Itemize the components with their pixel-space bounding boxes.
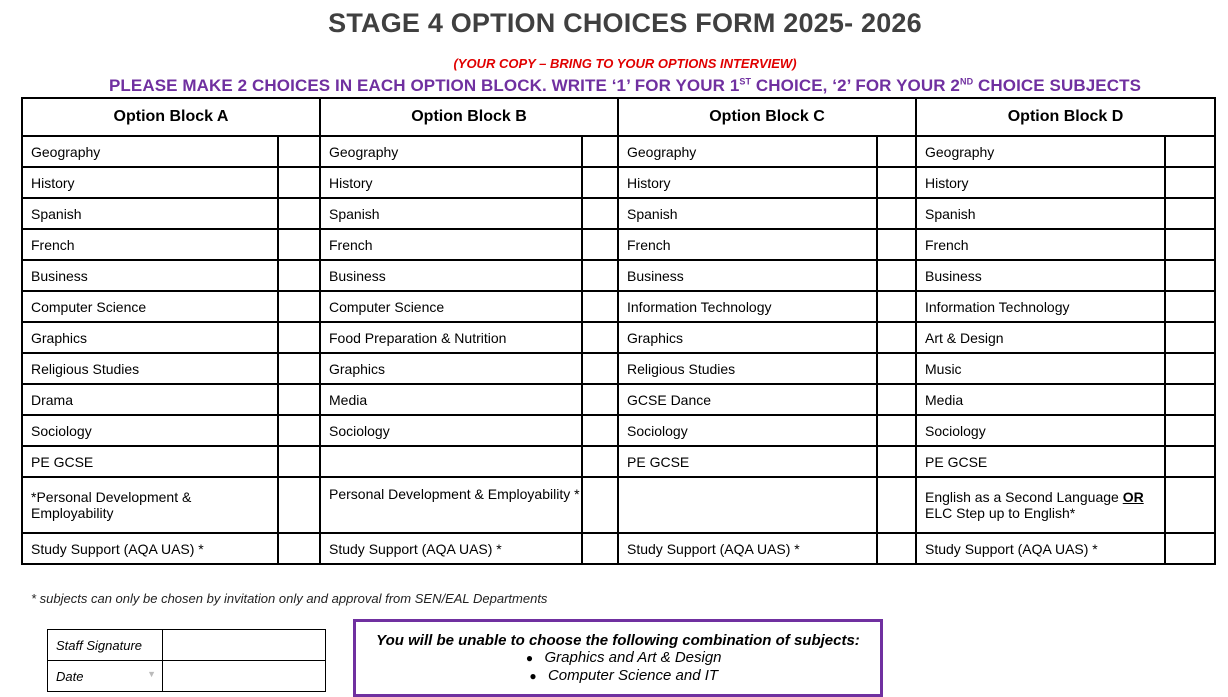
choice-box[interactable] [1165,198,1215,229]
choice-box[interactable] [278,446,320,477]
choice-box[interactable] [582,533,618,564]
date-label-cell [48,661,163,692]
subject-cell: Geography [618,136,877,167]
choice-box[interactable] [278,533,320,564]
subject-cell: Media [916,384,1165,415]
subject-cell: History [22,167,278,198]
choice-box[interactable] [1165,477,1215,533]
staff-signature-table [47,629,326,692]
subject-cell: French [916,229,1165,260]
choice-box[interactable] [877,353,916,384]
subject-cell: Media [320,384,582,415]
subject-cell: PE GCSE [916,446,1165,477]
choice-box[interactable] [877,533,916,564]
choice-box[interactable] [278,415,320,446]
choice-box[interactable] [278,229,320,260]
subject-cell: Geography [916,136,1165,167]
instruction-text: PLEASE MAKE 2 CHOICES IN EACH OPTION BLOCK. WRITE ‘1’ FOR YOUR 1ST CHOICE, ‘2’ FOR YOUR 2ND CHOICE SUBJECTS [108,76,1142,95]
choice-box[interactable] [278,198,320,229]
subject-cell: Sociology [916,415,1165,446]
choice-box[interactable] [278,477,320,533]
restricted-combinations-title: You will be unable to choose the following combination of subjects: [376,632,860,649]
option-block-header: Option Block D [916,98,1215,136]
subject-cell: French [22,229,278,260]
choice-box[interactable] [877,260,916,291]
subject-cell: Business [916,260,1165,291]
subject-cell: Drama [22,384,278,415]
subject-cell: Graphics [618,322,877,353]
table-row [22,533,1215,564]
choice-box[interactable] [582,477,618,533]
choice-box[interactable] [582,322,618,353]
subject-cell: French [320,229,582,260]
option-block-header: Option Block C [618,98,916,136]
choice-box[interactable] [278,167,320,198]
table-row [22,477,1215,533]
choice-box[interactable] [877,415,916,446]
subject-cell: Spanish [22,198,278,229]
choice-box[interactable] [582,136,618,167]
choice-box[interactable] [582,229,618,260]
choice-box[interactable] [1165,136,1215,167]
subject-cell: Music [916,353,1165,384]
table-row [22,446,1215,477]
table-row [22,198,1215,229]
choice-box[interactable] [1165,384,1215,415]
subject-cell: Information Technology [618,291,877,322]
choice-box[interactable] [582,167,618,198]
subject-cell: Spanish [618,198,877,229]
choice-box[interactable] [278,322,320,353]
subject-cell: Sociology [618,415,877,446]
form-title: STAGE 4 OPTION CHOICES FORM 2025- 2026 [328,8,922,38]
choice-box[interactable] [877,291,916,322]
subject-cell: Geography [320,136,582,167]
subject-cell: Sociology [22,415,278,446]
date-label: Date [56,668,84,684]
table-row [22,415,1215,446]
subject-cell: Business [618,260,877,291]
choice-box[interactable] [877,198,916,229]
copy-note: (YOUR COPY – BRING TO YOUR OPTIONS INTERVIEW) [453,56,797,71]
subject-cell: Computer Science [320,291,582,322]
choice-box[interactable] [278,260,320,291]
subject-cell: Sociology [320,415,582,446]
subject-cell: Spanish [916,198,1165,229]
option-block-header: Option Block A [22,98,320,136]
restricted-combination-item: ● Graphics and Art & Design [356,649,880,667]
choice-box[interactable] [582,353,618,384]
choice-box[interactable] [582,198,618,229]
table-row [22,322,1215,353]
subject-cell [320,446,582,477]
choice-box[interactable] [582,260,618,291]
option-block-header: Option Block B [320,98,618,136]
choice-box[interactable] [877,167,916,198]
choice-box[interactable] [278,136,320,167]
table-row [22,291,1215,322]
bullet-icon: ● [525,651,534,665]
subject-cell: Study Support (AQA UAS) * [22,533,278,564]
subject-cell: Food Preparation & Nutrition [320,322,582,353]
choice-box[interactable] [582,446,618,477]
choice-box[interactable] [877,384,916,415]
subject-cell: Spanish [320,198,582,229]
subject-cell: PE GCSE [22,446,278,477]
table-row [22,229,1215,260]
choice-box[interactable] [1165,533,1215,564]
subject-cell: Geography [22,136,278,167]
choice-box[interactable] [278,384,320,415]
choice-box[interactable] [278,353,320,384]
subject-cell: Personal Development & Employability * [320,477,582,533]
subject-cell: Study Support (AQA UAS) * [618,533,877,564]
subject-cell [618,477,877,533]
subject-cell: Study Support (AQA UAS) * [320,533,582,564]
table-row [22,353,1215,384]
choice-box[interactable] [1165,353,1215,384]
subject-cell: Religious Studies [618,353,877,384]
subject-cell: Information Technology [916,291,1165,322]
subject-cell: History [916,167,1165,198]
restricted-combination-item: ● Computer Science and IT [356,667,880,685]
subject-cell: Computer Science [22,291,278,322]
choice-box[interactable] [1165,291,1215,322]
choice-box[interactable] [877,322,916,353]
subject-cell: Art & Design [916,322,1165,353]
staff-signature-label: Staff Signature [48,630,163,661]
choice-box[interactable] [582,384,618,415]
bullet-icon: ● [529,669,537,683]
subject-cell: Business [22,260,278,291]
choice-box[interactable] [1165,167,1215,198]
choice-box[interactable] [278,291,320,322]
subject-cell: Business [320,260,582,291]
options-table [21,97,1216,565]
table-row [22,260,1215,291]
staff-signature-field[interactable] [163,630,326,661]
choice-box[interactable] [1165,260,1215,291]
choice-box[interactable] [582,291,618,322]
table-row [22,136,1215,167]
choice-box[interactable] [1165,229,1215,260]
choice-box[interactable] [877,229,916,260]
table-row [22,384,1215,415]
choice-box[interactable] [1165,415,1215,446]
date-field[interactable] [163,661,326,692]
dropdown-arrow-icon[interactable]: ▼ [147,668,156,679]
choice-box[interactable] [877,446,916,477]
subject-cell: History [618,167,877,198]
choice-box[interactable] [1165,322,1215,353]
subject-cell: English as a Second Language OR ELC Step up to English* [916,477,1165,533]
subject-cell: PE GCSE [618,446,877,477]
subject-cell: GCSE Dance [618,384,877,415]
subject-cell: French [618,229,877,260]
subject-cell: Study Support (AQA UAS) * [916,533,1165,564]
subject-cell: Graphics [320,353,582,384]
subject-cell: Graphics [22,322,278,353]
table-row [22,167,1215,198]
choice-box[interactable] [877,136,916,167]
subject-cell: History [320,167,582,198]
subject-cell: Religious Studies [22,353,278,384]
choice-box[interactable] [582,415,618,446]
choice-box[interactable] [877,477,916,533]
restricted-combinations-box [353,619,883,697]
choice-box[interactable] [1165,446,1215,477]
subject-cell: *Personal Development & Employability [22,477,278,533]
footnote: * subjects can only be chosen by invitation only and approval from SEN/EAL Departments [31,591,548,606]
